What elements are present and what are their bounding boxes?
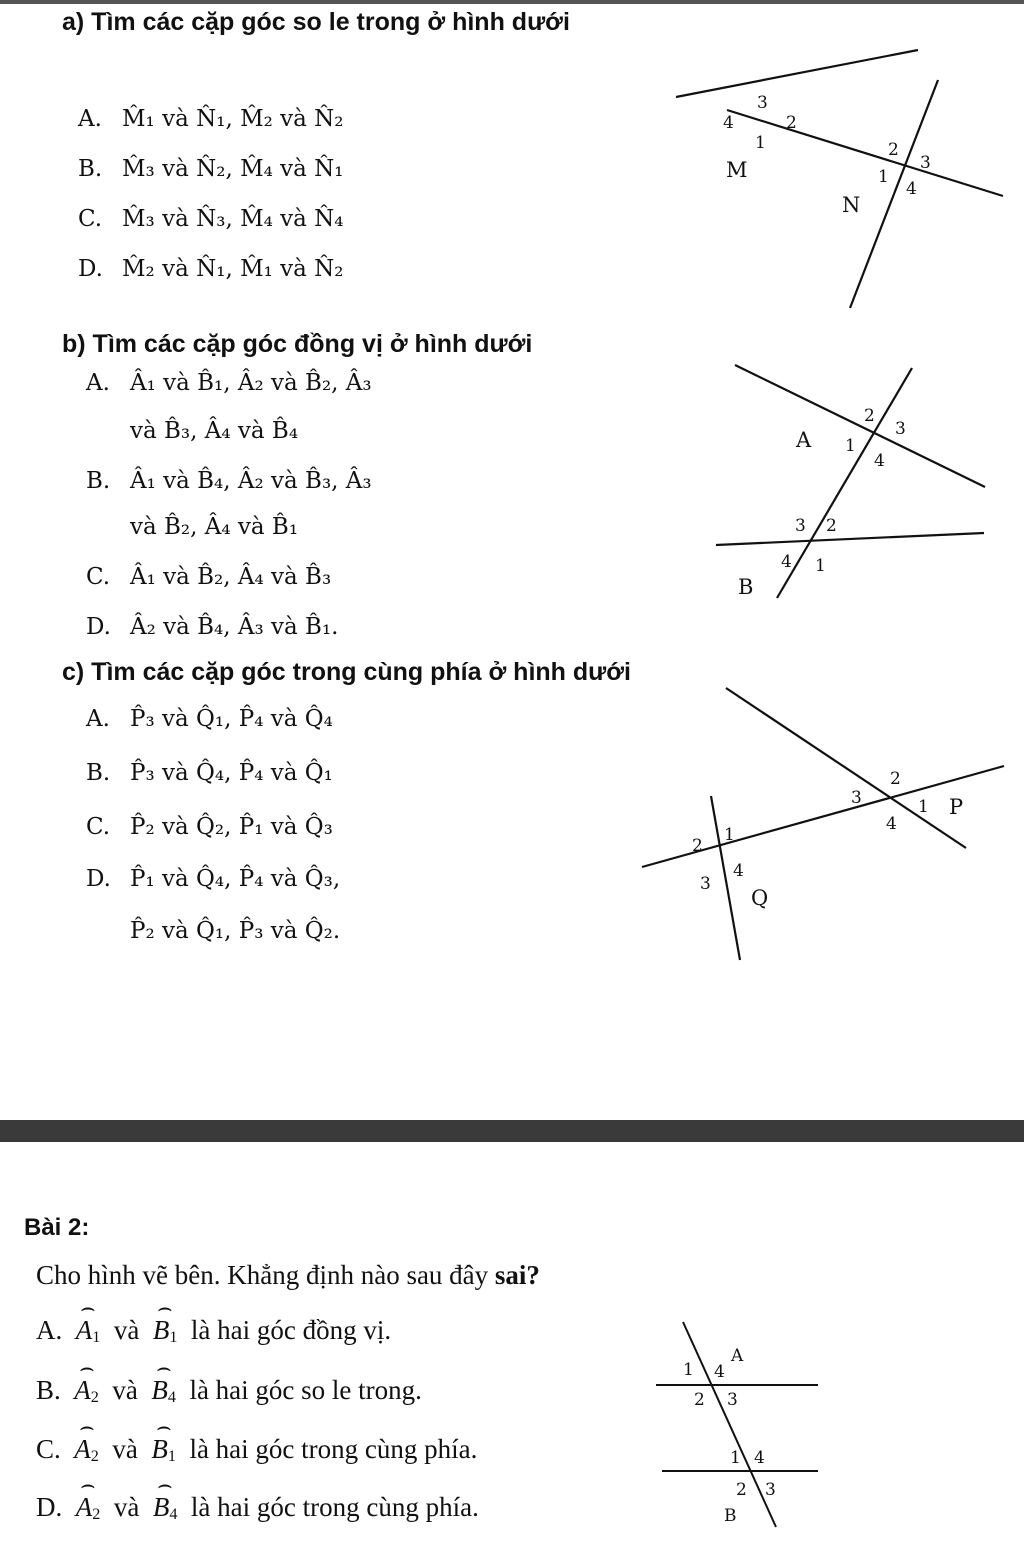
a-angle-4: 4 [874,451,885,471]
option-a-B: B. M̂₃ và N̂₂, M̂₄ và N̂₁ [78,156,344,182]
m-angle-4: 4 [723,113,734,133]
a2-angle-2: 2 [694,1390,705,1410]
part-a-title: a) Tìm các cặp góc so le trong ở hình dưới [62,8,570,36]
part-c-title: c) Tìm các cặp góc trong cùng phía ở hình dưới [62,658,631,686]
point-A: A [796,428,812,452]
b-angle-3: 3 [795,516,806,536]
option-b-B-line2: và B̂₂, Â₄ và B̂₁ [130,514,299,540]
a-angle-1: 1 [845,436,856,456]
option-a-A: A. M̂₁ và N̂₁, M̂₂ và N̂₂ [78,106,344,132]
q-angle-2: 2 [692,836,703,856]
option-c-D-line2: P̂₂ và Q̂₁, P̂₃ và Q̂₂. [130,918,341,944]
point-A-bai2: A [731,1346,744,1366]
a2-angle-4: 4 [714,1362,725,1382]
p-angle-2: 2 [890,769,901,789]
bai2-question: Cho hình vẽ bên. Khẳng định nào sau đây sai? [36,1260,540,1290]
option-a-D: D. M̂₂ và N̂₁, M̂₁ và N̂₂ [78,256,344,282]
option-a-C: C. M̂₃ và N̂₃, M̂₄ và N̂₄ [78,206,344,232]
option-c-A: A. P̂₃ và Q̂₁, P̂₄ và Q̂₄ [86,706,333,732]
point-M: M [726,158,748,182]
b-angle-1: 1 [815,556,826,576]
bai2-option-A: A. ⌢ $A_1$ và ⌢ $B_1$ là hai góc đồng vị. [36,1315,391,1347]
p-angle-3: 3 [851,788,862,808]
m-angle-2: 2 [786,113,797,133]
n-angle-3: 3 [920,153,931,173]
p-angle-4: 4 [886,814,897,834]
a2-angle-1: 1 [683,1360,694,1380]
line-bai2-trans [683,1322,776,1527]
b-angle-4: 4 [781,552,792,572]
b2-angle-1: 1 [730,1448,741,1468]
a2-angle-3: 3 [727,1390,738,1410]
option-b-A-line1: A. Â₁ và B̂₁, Â₂ và B̂₂, Â₃ [86,370,372,396]
p-angle-1: 1 [918,797,929,817]
option-b-C: C. Â₁ và B̂₂, Â₄ và B̂₃ [86,564,332,590]
bai2-option-C: C. ⌢ $A_2$ và ⌢ $B_1$ là hai góc trong cùng phía. [36,1434,477,1466]
point-B-bai2: B [724,1506,737,1526]
point-Q: Q [751,886,769,910]
option-b-D: D. Â₂ và B̂₄, Â₃ và B̂₁. [86,614,339,640]
bai2-title: Bài 2: [24,1214,90,1241]
part-b-title: b) Tìm các cặp góc đồng vị ở hình dưới [62,330,533,358]
option-c-B: B. P̂₃ và Q̂₄, P̂₄ và Q̂₁ [86,760,333,786]
option-b-B-line1: B. Â₁ và B̂₄, Â₂ và B̂₃, Â₃ [86,468,372,494]
n-angle-4: 4 [906,179,917,199]
option-c-C: C. P̂₂ và Q̂₂, P̂₁ và Q̂₃ [86,814,333,840]
b-angle-2: 2 [826,516,837,536]
n-angle-1: 1 [878,167,889,187]
m-angle-1: 1 [755,133,766,153]
b2-angle-3: 3 [765,1480,776,1500]
bai2-option-D: D. ⌢ $A_2$ và ⌢ $B_4$ là hai góc trong cùng phía. [36,1492,479,1524]
point-N: N [842,193,861,217]
q-angle-4: 4 [733,861,744,881]
point-B: B [738,575,754,599]
a-angle-3: 3 [895,419,906,439]
b2-angle-2: 2 [736,1480,747,1500]
n-angle-2: 2 [888,140,899,160]
q-angle-3: 3 [700,874,711,894]
b2-angle-4: 4 [754,1448,765,1468]
q-angle-1: 1 [724,825,735,845]
bai2-question-bold: sai? [494,1260,540,1290]
option-c-D-line1: D. P̂₁ và Q̂₄, P̂₄ và Q̂₃, [86,866,341,892]
bai2-option-B: B. ⌢ $A_2$ và ⌢ $B_4$ là hai góc so le trong. [36,1375,422,1407]
option-b-A-line2: và B̂₃, Â₄ và B̂₄ [130,418,299,444]
m-angle-3: 3 [757,93,768,113]
point-P: P [949,795,964,819]
a-angle-2: 2 [864,406,875,426]
